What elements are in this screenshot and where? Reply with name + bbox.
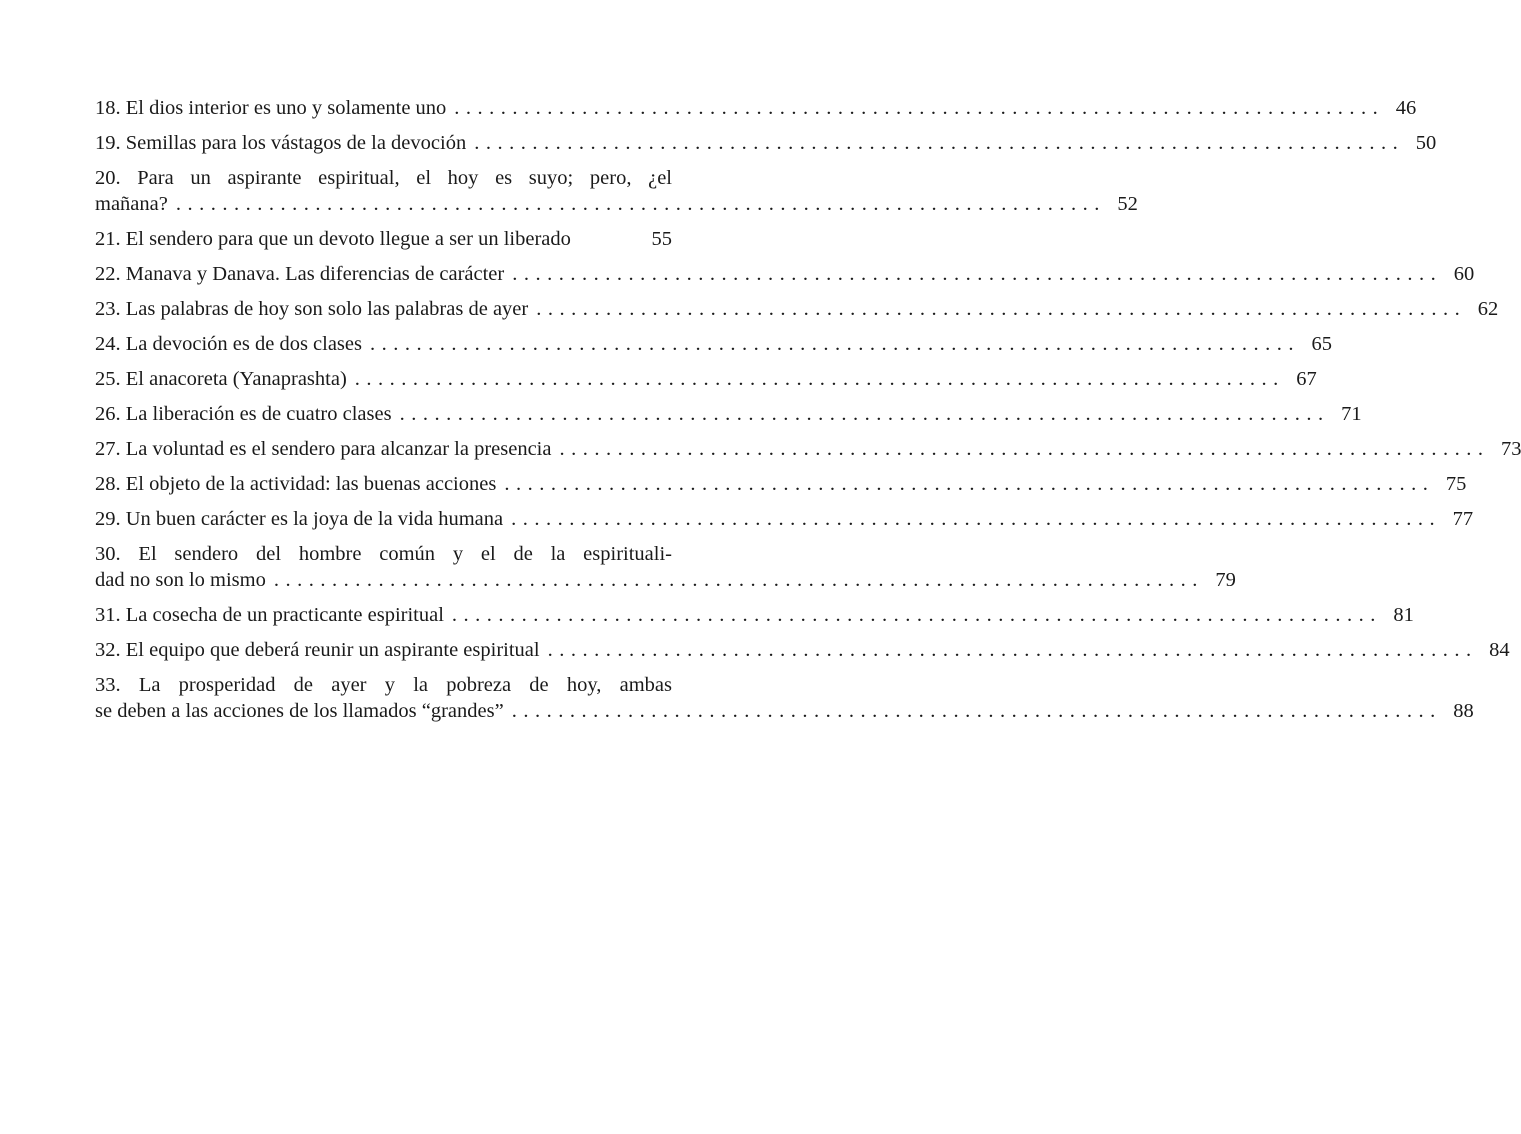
toc-entry-page-number: 79 bbox=[1215, 569, 1236, 591]
toc-entry-title: se deben a las acciones de los llamados “grandes” bbox=[95, 700, 504, 722]
toc-entry-line bbox=[95, 471, 1467, 497]
toc-entry-title: mañana? bbox=[95, 193, 168, 215]
toc-entry-page-number: 67 bbox=[1296, 368, 1317, 390]
toc-entry[interactable] bbox=[95, 637, 1510, 663]
toc-entry-line bbox=[95, 698, 1474, 724]
toc-entry-title: 21. El sendero para que un devoto llegue a ser un liberado bbox=[95, 228, 571, 250]
toc-entry-page-number: 71 bbox=[1341, 403, 1362, 425]
toc-entry-title-line: 20. Para un aspirante espiritual, el hoy es suyo; pero, ¿el bbox=[95, 167, 672, 189]
toc-entry-line bbox=[95, 130, 1437, 156]
toc-entry-line bbox=[95, 296, 1499, 322]
toc-entry-line bbox=[95, 366, 1317, 392]
toc-entry-title-line: 30. El sendero del hombre común y el de la espirituali- bbox=[95, 543, 672, 565]
toc-entry-title: 22. Manava y Danava. Las diferencias de carácter bbox=[95, 263, 505, 285]
toc-entry-line bbox=[95, 226, 672, 252]
toc-entry[interactable] bbox=[95, 471, 1467, 497]
toc-entry-title: 23. Las palabras de hoy son solo las palabras de ayer bbox=[95, 298, 529, 320]
toc-entry-line bbox=[95, 331, 1332, 357]
toc-entry-line bbox=[95, 567, 1236, 593]
dot-leader: ................................................................................ bbox=[454, 97, 1385, 119]
toc-entry[interactable] bbox=[95, 95, 1417, 121]
toc-entry[interactable] bbox=[95, 672, 1474, 724]
toc-entry[interactable] bbox=[95, 602, 1414, 628]
toc-entry-line bbox=[95, 261, 1475, 287]
dot-leader: ................................................................................ bbox=[559, 438, 1490, 460]
toc-entry-line bbox=[95, 506, 1474, 532]
toc-entry-page-number: 75 bbox=[1445, 473, 1467, 495]
dot-leader: ................................................................................ bbox=[175, 193, 1106, 215]
toc-entry-title: 26. La liberación es de cuatro clases bbox=[95, 403, 392, 425]
toc-entry-page-number: 81 bbox=[1393, 604, 1414, 626]
toc-entry-title: 24. La devoción es de dos clases bbox=[95, 333, 362, 355]
dot-leader: ................................................................................ bbox=[399, 403, 1330, 425]
toc-entry[interactable] bbox=[95, 261, 1475, 287]
toc-entry-page-number: 46 bbox=[1395, 97, 1417, 119]
toc-entry[interactable] bbox=[95, 165, 1138, 217]
toc-entry-title: 29. Un buen carácter es la joya de la vida humana bbox=[95, 508, 504, 530]
toc-entry-title: 27. La voluntad es el sendero para alcanzar la presencia bbox=[95, 438, 552, 460]
toc-entry-page-number: 52 bbox=[1117, 193, 1138, 215]
dot-leader: ................................................................................ bbox=[474, 132, 1405, 154]
toc-entry[interactable] bbox=[95, 331, 1332, 357]
toc-entry-title: 25. El anacoreta (Yanaprashta) bbox=[95, 368, 347, 390]
toc-entry[interactable] bbox=[95, 130, 1437, 156]
toc-entry-title: 19. Semillas para los vástagos de la devoción bbox=[95, 132, 467, 154]
toc-entry-title: 32. El equipo que deberá reunir un aspirante espiritual bbox=[95, 639, 540, 661]
toc-entry-page-number: 62 bbox=[1477, 298, 1499, 320]
dot-leader: ................................................................................ bbox=[504, 473, 1435, 495]
dot-leader: ................................................................................ bbox=[547, 639, 1478, 661]
toc-entry-page-number: 88 bbox=[1453, 700, 1474, 722]
toc-entry-page-number: 77 bbox=[1452, 508, 1474, 530]
dot-leader: ................................................................................ bbox=[451, 604, 1382, 626]
dot-leader: ................................................................................ bbox=[512, 263, 1443, 285]
dot-leader: ................................................................................ bbox=[273, 569, 1204, 591]
toc-entry[interactable] bbox=[95, 366, 1317, 392]
toc-entry-line bbox=[95, 95, 1417, 121]
toc-entry[interactable] bbox=[95, 541, 1236, 593]
toc-entry-page-number: 73 bbox=[1500, 438, 1521, 460]
toc-entry-line bbox=[95, 191, 1138, 217]
toc-entry-title: dad no son lo mismo bbox=[95, 569, 266, 591]
toc-entry[interactable] bbox=[95, 296, 1499, 322]
table-of-contents bbox=[95, 95, 1521, 733]
toc-entry-line bbox=[95, 637, 1510, 663]
dot-leader: ................................................................................ bbox=[511, 700, 1442, 722]
toc-entry[interactable] bbox=[95, 506, 1474, 532]
toc-entry[interactable] bbox=[95, 436, 1521, 462]
toc-entry-page-number: 55 bbox=[651, 228, 672, 250]
toc-entry-title: 31. La cosecha de un practicante espiritual bbox=[95, 604, 444, 626]
toc-entry-title: 18. El dios interior es uno y solamente uno bbox=[95, 97, 447, 119]
dot-leader: ................................................................................ bbox=[536, 298, 1467, 320]
toc-entry-page-number: 65 bbox=[1311, 333, 1332, 355]
toc-entry-title: 28. El objeto de la actividad: las buenas acciones bbox=[95, 473, 497, 495]
toc-entry-line bbox=[95, 401, 1362, 427]
dot-leader: ................................................................................ bbox=[354, 368, 1285, 390]
toc-entry-page-number: 84 bbox=[1489, 639, 1510, 661]
toc-entry[interactable] bbox=[95, 226, 672, 252]
dot-leader: ................................................................................ bbox=[511, 508, 1442, 530]
toc-entry-line bbox=[95, 436, 1521, 462]
toc-entry-page-number: 50 bbox=[1415, 132, 1437, 154]
toc-entry-title-line: 33. La prosperidad de ayer y la pobreza de hoy, ambas bbox=[95, 674, 672, 696]
dot-leader: ................................................................................ bbox=[370, 333, 1300, 355]
toc-entry-line bbox=[95, 602, 1414, 628]
toc-entry[interactable] bbox=[95, 401, 1362, 427]
toc-entry-page-number: 60 bbox=[1453, 263, 1475, 285]
